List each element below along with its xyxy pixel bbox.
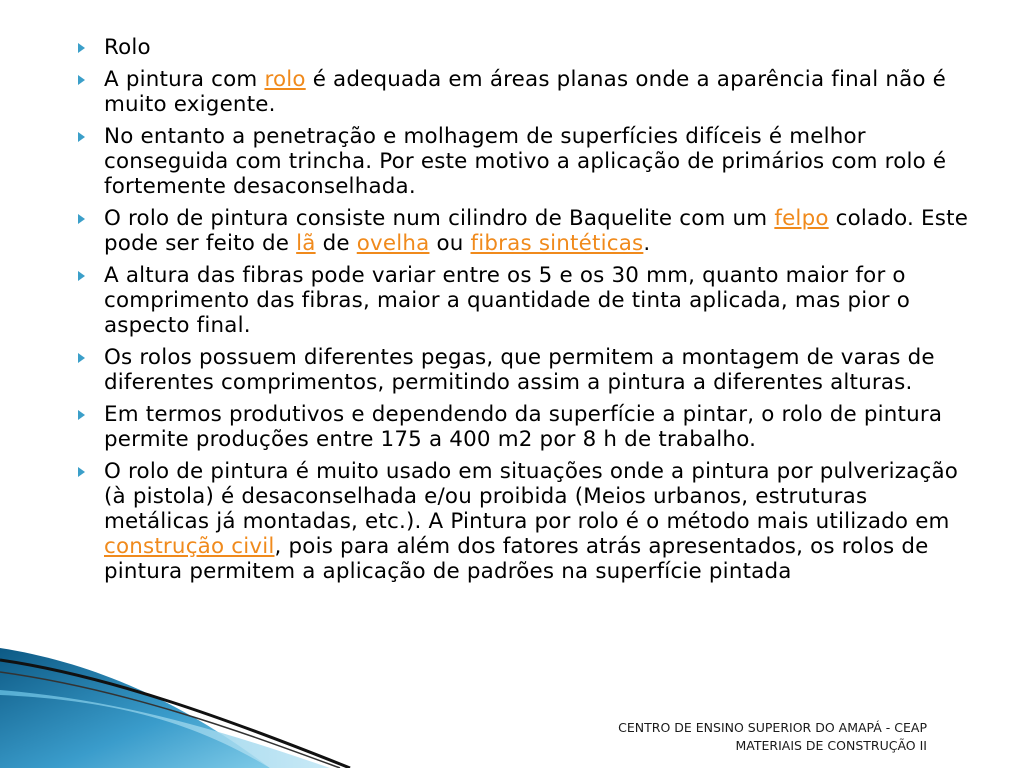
bullet-item	[78, 402, 978, 452]
text-run: ou	[429, 231, 471, 256]
text-run: .	[643, 231, 651, 256]
bullet-text	[104, 206, 968, 256]
footer-course: MATERIAIS DE CONSTRUÇÃO II	[735, 738, 927, 753]
text-run: de	[315, 231, 357, 256]
text-run: No entanto a penetração e molhagem de superfícies difíceis é melhor conseguida com trincha. Por este motivo a aplicação de primários com rolo é fortemente desaconselhada.	[104, 124, 947, 199]
bullet-text	[104, 67, 946, 117]
triangle-bullet-icon	[78, 353, 85, 363]
bullet-item	[78, 345, 978, 395]
bullet-item	[78, 67, 978, 117]
text-run: A altura das fibras pode variar entre os 5 e os 30 mm, quanto maior for o comprimento das fibras, maior a quantidade de tinta aplicada, mas pior o aspecto final.	[104, 263, 911, 338]
bullet-item	[78, 35, 978, 60]
text-run: , pois para além dos fatores atrás apresentados, os rolos de pintura permitem a aplicação de padrões na superfície pintada	[104, 534, 929, 584]
slide-footer	[618, 719, 927, 755]
text-run: O rolo de pintura consiste num cilindro de Baquelite com um	[104, 206, 775, 231]
bullet-list	[78, 35, 978, 591]
bullet-text	[104, 459, 958, 584]
bullet-item	[78, 263, 978, 338]
footer-institution: CENTRO DE ENSINO SUPERIOR DO AMAPÁ - CEAP	[618, 720, 927, 735]
text-run: O rolo de pintura é muito usado em situações onde a pintura por pulverização (à pistola) é desaconselhada e/ou proibida (Meios urbanos, estruturas metálicas já montadas, etc.). A Pintura por rolo é o método mais utilizado em	[104, 459, 959, 534]
text-run: é adequada em áreas planas onde a aparência final não é muito exigente.	[104, 67, 947, 117]
hyperlink[interactable]: fibras sintéticas	[470, 231, 644, 256]
triangle-bullet-icon	[78, 410, 85, 420]
hyperlink[interactable]: lã	[296, 231, 316, 256]
text-run: Em termos produtivos e dependendo da superfície a pintar, o rolo de pintura permite produções entre 175 a 400 m2 por 8 h de trabalho.	[104, 402, 943, 452]
triangle-bullet-icon	[78, 467, 85, 477]
bullet-item	[78, 459, 978, 584]
bullet-text	[104, 263, 910, 338]
bullet-text	[104, 402, 942, 452]
bullet-text	[104, 345, 935, 395]
text-run: A pintura com	[104, 67, 265, 92]
hyperlink[interactable]: felpo	[774, 206, 829, 231]
bullet-item	[78, 124, 978, 199]
text-run: Os rolos possuem diferentes pegas, que permitem a montagem de varas de diferentes comprimentos, permitindo assim a pintura a diferentes alturas.	[104, 345, 935, 395]
hyperlink[interactable]: ovelha	[356, 231, 430, 256]
triangle-bullet-icon	[78, 75, 85, 85]
hyperlink[interactable]: construção civil	[104, 534, 275, 559]
triangle-bullet-icon	[78, 271, 85, 281]
bullet-item	[78, 206, 978, 256]
text-run: colado. Este pode ser feito de	[104, 206, 969, 256]
hyperlink[interactable]: rolo	[264, 67, 306, 92]
bullet-text	[104, 35, 151, 60]
bullet-text	[104, 124, 946, 199]
triangle-bullet-icon	[78, 43, 85, 53]
triangle-bullet-icon	[78, 214, 85, 224]
triangle-bullet-icon	[78, 132, 85, 142]
text-run: Rolo	[104, 35, 151, 60]
